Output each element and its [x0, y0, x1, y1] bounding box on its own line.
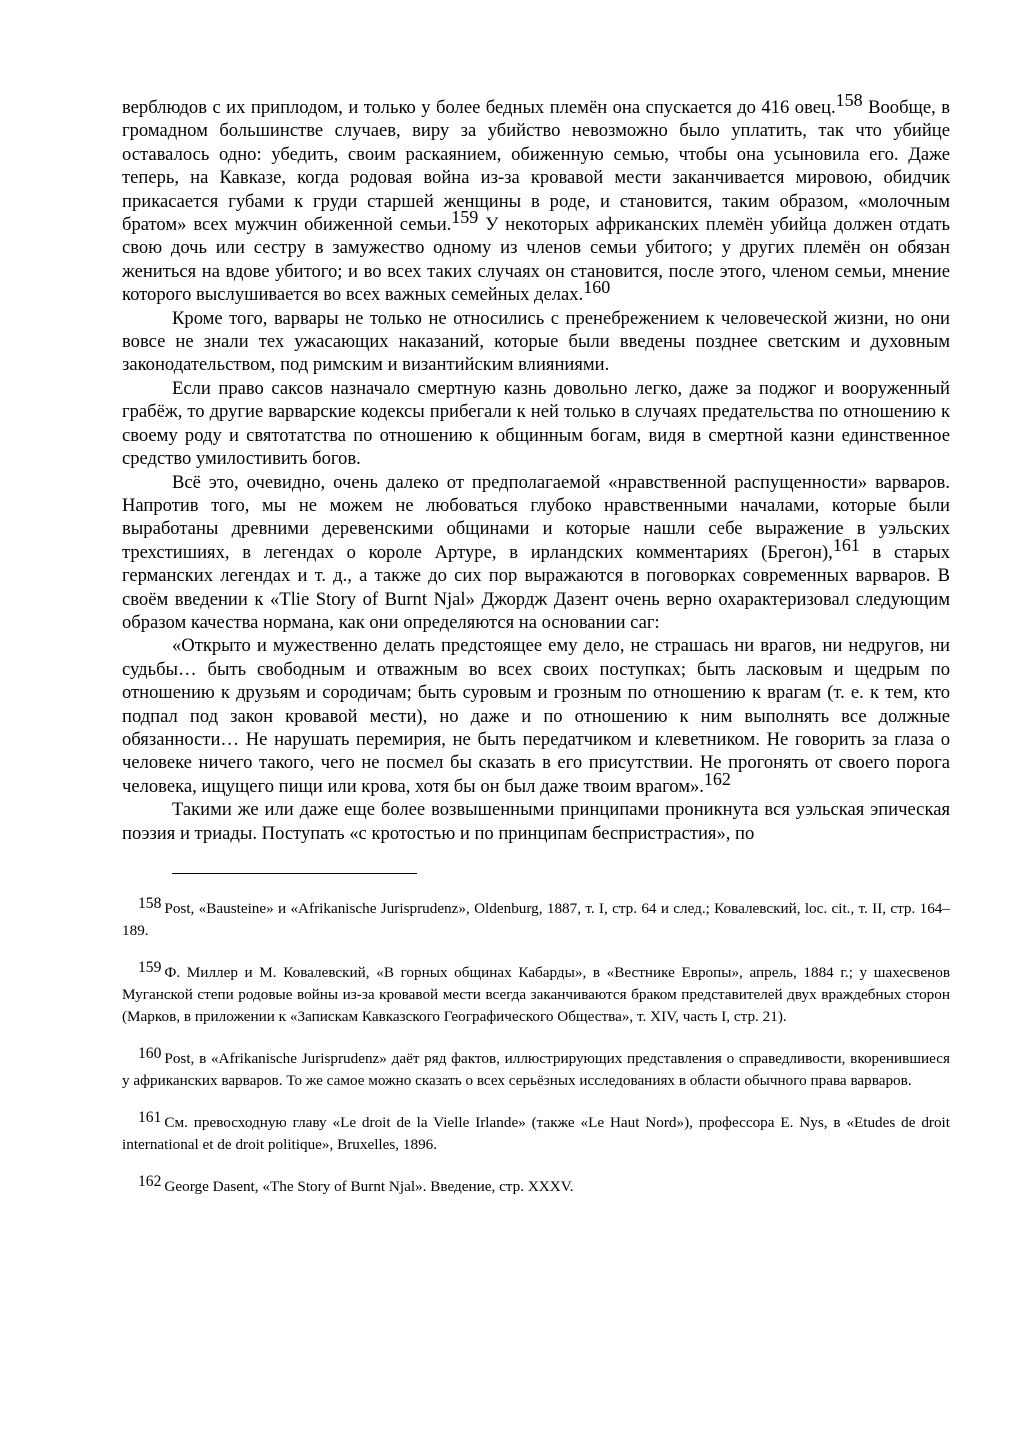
text-segment: Такими же или даже еще более возвышенными принципами проникнута вся уэльская эпическая поэзия и триады. Поступать «с кротостью и по принципам беспристрастия», по — [122, 799, 950, 844]
footnote-text: Post, «Bausteine» и «Afrikanische Jurisprudenz», Oldenburg, 1887, т. I, стр. 64 и след.; Ковалевский, loc. cit., т. II, стр. 164–189. — [122, 900, 950, 939]
text-segment: в старых германских легендах и т. д., а также до сих пор выражаются в поговорках современных варваров. В своём введении к «Tlie Story of Burnt Njal» Джордж Дазент очень верно охарактеризовал следующим образом качества нормана, как они определяются на основании саг: — [122, 541, 950, 633]
paragraph — [122, 798, 950, 845]
footnote — [122, 895, 950, 942]
text-segment: У некоторых африканских племён убийца должен отдать свою дочь или сестру в замужество одному из членов семьи убитого; у других племён он обязан жениться на вдове убитого; и во всех таких случаях он становится, после этого, членом семьи, мнение которого выслушивается во всех важных семейных делах. — [122, 214, 950, 306]
footnote — [122, 959, 950, 1028]
footnote-number: 159 — [138, 959, 162, 976]
paragraph — [122, 634, 950, 798]
footnote-number: 158 — [138, 895, 162, 912]
footnote-text: Ф. Миллер и М. Ковалевский, «В горных общинах Кабарды», в «Вестнике Европы», апрель, 1884 г.; у шахесвенов Муганской степи родовые войны из-за кровавой мести всегда заканчиваются браком представителей двух враждебных сторон (Марков, в приложении к «Запискам Кавказского Географического Общества», т. XIV, часть I, стр. 21). — [122, 964, 950, 1025]
footnote-number: 160 — [138, 1045, 162, 1062]
footnote-number: 161 — [138, 1109, 162, 1126]
paragraph — [122, 307, 950, 377]
footnote-ref[interactable]: 161 — [832, 534, 860, 555]
footnote — [122, 1173, 950, 1198]
footnote-number: 162 — [138, 1173, 162, 1190]
footnote-ref[interactable]: 162 — [703, 768, 731, 789]
text-segment: Всё это, очевидно, очень далеко от предполагаемой «нравственной распущенности» варваров. Напротив того, мы не можем не любоваться глубоко нравственными началами, которые были выработаны древними деревенскими общинами и которые нашли себе выражение в уэльских трехстишиях, в легендах о короле Артуре, в ирландских комментариях (Брегон), — [122, 471, 950, 563]
text-segment: Кроме того, варвары не только не относились с пренебрежением к человеческой жизни, но они вовсе не знали тех ужасающих наказаний, которые были введены позднее светским и духовным законодательством, под римским и византийским влияниями. — [122, 307, 950, 376]
document-page — [122, 90, 950, 1218]
text-segment: верблюдов с их приплодом, и только у более бедных племён она спускается до 416 овец. — [122, 97, 836, 118]
footnote-ref[interactable]: 160 — [583, 277, 611, 298]
footnote-ref[interactable]: 158 — [835, 90, 863, 110]
paragraph — [122, 90, 950, 307]
footnote — [122, 1045, 950, 1092]
footnote-text: Post, в «Afrikanische Jurisprudenz» даёт ряд фактов, иллюстрирующих представления о справедливости, вкоренившиеся у африканских варваров. То же самое можно сказать о всех серьёзных исследованиях в области обычного права варваров. — [122, 1050, 950, 1089]
paragraph — [122, 471, 950, 635]
footnote-text: George Dasent, «The Story of Burnt Njal». Введение, стр. XXXV. — [164, 1178, 574, 1195]
footnote-text: См. превосходную главу «Le droit de la Vielle Irlande» (также «Le Haut Nord»), профессора E. Nys, в «Etudes de droit international et de droit politique», Bruxelles, 1896. — [122, 1114, 950, 1153]
text-segment: Если право саксов назначало смертную казнь довольно легко, даже за поджог и вооруженный грабёж, то другие варварские кодексы прибегали к ней только в случаях предательства по отношению к своему роду и святотатства по отношению к общинным богам, видя в смертной казни единственное средство умилостивить богов. — [122, 377, 950, 470]
text-segment: «Открыто и мужественно делать предстоящее ему дело, не страшась ни врагов, ни недругов, ни судьбы… быть свободным и отважным во всех своих поступках; быть ласковым и щедрым по отношению к друзьям и сородичам; быть суровым и грозным по отношению к врагам (т. е. к тем, кто подпал под закон кровавой мести), но даже и по отношению к ним выполнять все должные обязанности… Не нарушать перемирия, не быть передатчиком и клеветником. Не говорить за глаза о человеке ничего такого, чего не посмел бы сказать в его присутствии. Не прогонять от своего порога человека, ищущего пищи или крова, хотя бы он был даже твоим врагом». — [122, 635, 950, 797]
main-text — [122, 90, 950, 845]
footnote — [122, 1109, 950, 1156]
footnote-divider — [172, 873, 417, 874]
paragraph — [122, 377, 950, 471]
text-segment: Вообще, в громадном большинстве случаев, виру за убийство невозможно было уплатить, так что убийце оставалось одно: убедить, своим раскаянием, обиженную семью, чтобы она усыновила его. Даже теперь, на Кавказе, когда родовая война из-за кровавой мести заканчивается мировою, обидчик прикасается губами к груди старшей женщины в роде, и становится, таким образом, «молочным братом» всех мужчин обиженной семьи. — [122, 97, 950, 236]
footnotes — [122, 895, 950, 1198]
footnote-ref[interactable]: 159 — [451, 207, 479, 228]
